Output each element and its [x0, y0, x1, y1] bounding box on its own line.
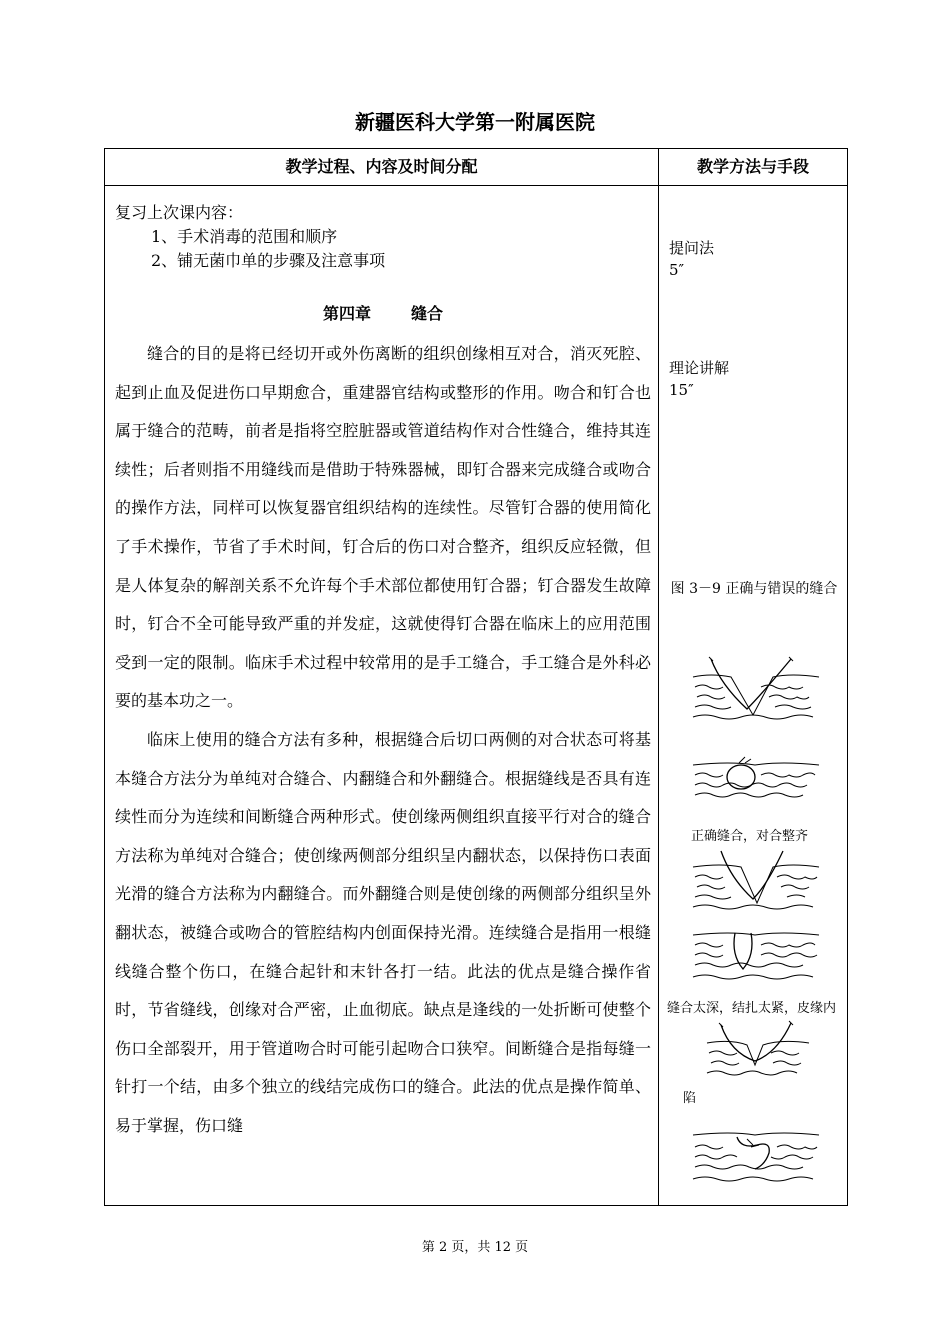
chapter-name: 缝合 — [411, 304, 444, 323]
chapter-heading — [115, 299, 651, 335]
review-title: 复习上次课内容： — [115, 203, 244, 222]
page-title: 新疆医科大学第一附属医院 — [355, 110, 595, 134]
suture-deep-tied-illustration — [691, 925, 821, 987]
chapter-number: 第四章 — [322, 304, 371, 323]
suture-correct-tied-illustration — [691, 753, 821, 803]
column-divider — [658, 149, 659, 1205]
method-time: 15″ — [669, 381, 694, 399]
figure-label-deep-cont: 陷 — [683, 1091, 697, 1106]
method-note-questioning — [669, 237, 847, 281]
lesson-content — [115, 201, 651, 1145]
review-item: 2、铺无菌巾单的步骤及注意事项 — [151, 251, 386, 270]
column-header-process: 教学过程、内容及时间分配 — [285, 157, 478, 176]
suture-deep-open-illustration — [691, 849, 821, 911]
method-name: 理论讲解 — [669, 359, 730, 377]
suture-inverted-tied-illustration — [691, 1125, 821, 1191]
lesson-table — [104, 148, 848, 1206]
review-section — [115, 201, 651, 273]
suture-correct-open-illustration — [691, 655, 821, 721]
method-name: 提问法 — [669, 239, 715, 257]
paragraph-purpose: 缝合的目的是将已经切开或外伤离断的组织创缘相互对合，消灭死腔、起到止血及促进伤口早期愈合，重建器官结构或整形的作用。吻合和钉合也属于缝合的范畴，前者是指将空腔脏器或管道结构作对合性缝合，维持其连续性；后者则指不用缝线而是借助于特殊器械，即钉合器来完成缝合或吻合的操作方法，同样可以恢复器官组织结构的连续性。尽管钉合器的使用简化了手术操作，节省了手术时间，钉合后的伤口对合整齐，组织反应轻微，但是人体复杂的解剖关系不允许每个手术部位都使用钉合器；钉合器发生故障时，钉合不全可能导致严重的并发症，这就使得钉合器在临床上的应用范围受到一定的限制。临床手术过程中较常用的是手工缝合，手工缝合是外科必要的基本功之一。 — [115, 344, 651, 711]
method-note-lecture — [669, 357, 847, 401]
figure-label-correct: 正确缝合，对合整齐 — [691, 829, 809, 844]
figure-label-deep: 缝合太深，结扎太紧，皮缘内 — [667, 1001, 837, 1016]
review-item: 1、手术消毒的范围和顺序 — [151, 227, 338, 246]
suture-inverted-open-illustration — [691, 1019, 821, 1085]
paragraph-methods: 临床上使用的缝合方法有多种，根据缝合后切口两侧的对合状态可将基本缝合方法分为单纯对合缝合、内翻缝合和外翻缝合。根据缝线是否具有连续性而分为连续和间断缝合两种形式。使创缘两侧组织直接平行对合的缝合方法称为单纯对合缝合；使创缘两侧部分组织呈内翻状态，以保持伤口表面光滑的缝合方法称为内翻缝合。而外翻缝合则是使创缘的两侧部分组织呈外翻状态，被缝合或吻合的管腔结构内创面保持光滑。连续缝合是指用一根缝线缝合整个伤口，在缝合起针和末针各打一结。此法的优点是缝合操作省时，节省缝线，创缘对合严密，止血彻底。缺点是逢线的一处折断可使整个伤口全部裂开，用于管道吻合时可能引起吻合口狭窄。间断缝合是指每缝一针打一个结，由多个独立的线结完成伤口的缝合。此法的优点是操作简单、易于掌握，伤口缝 — [115, 729, 651, 1135]
header-divider — [105, 185, 847, 186]
page-footer: 第 2 页，共 12 页 — [421, 1240, 529, 1255]
figure-caption: 图 3－9 正确与错误的缝合 — [670, 581, 838, 597]
column-header-methods: 教学方法与手段 — [696, 157, 809, 176]
method-time: 5″ — [669, 261, 685, 279]
